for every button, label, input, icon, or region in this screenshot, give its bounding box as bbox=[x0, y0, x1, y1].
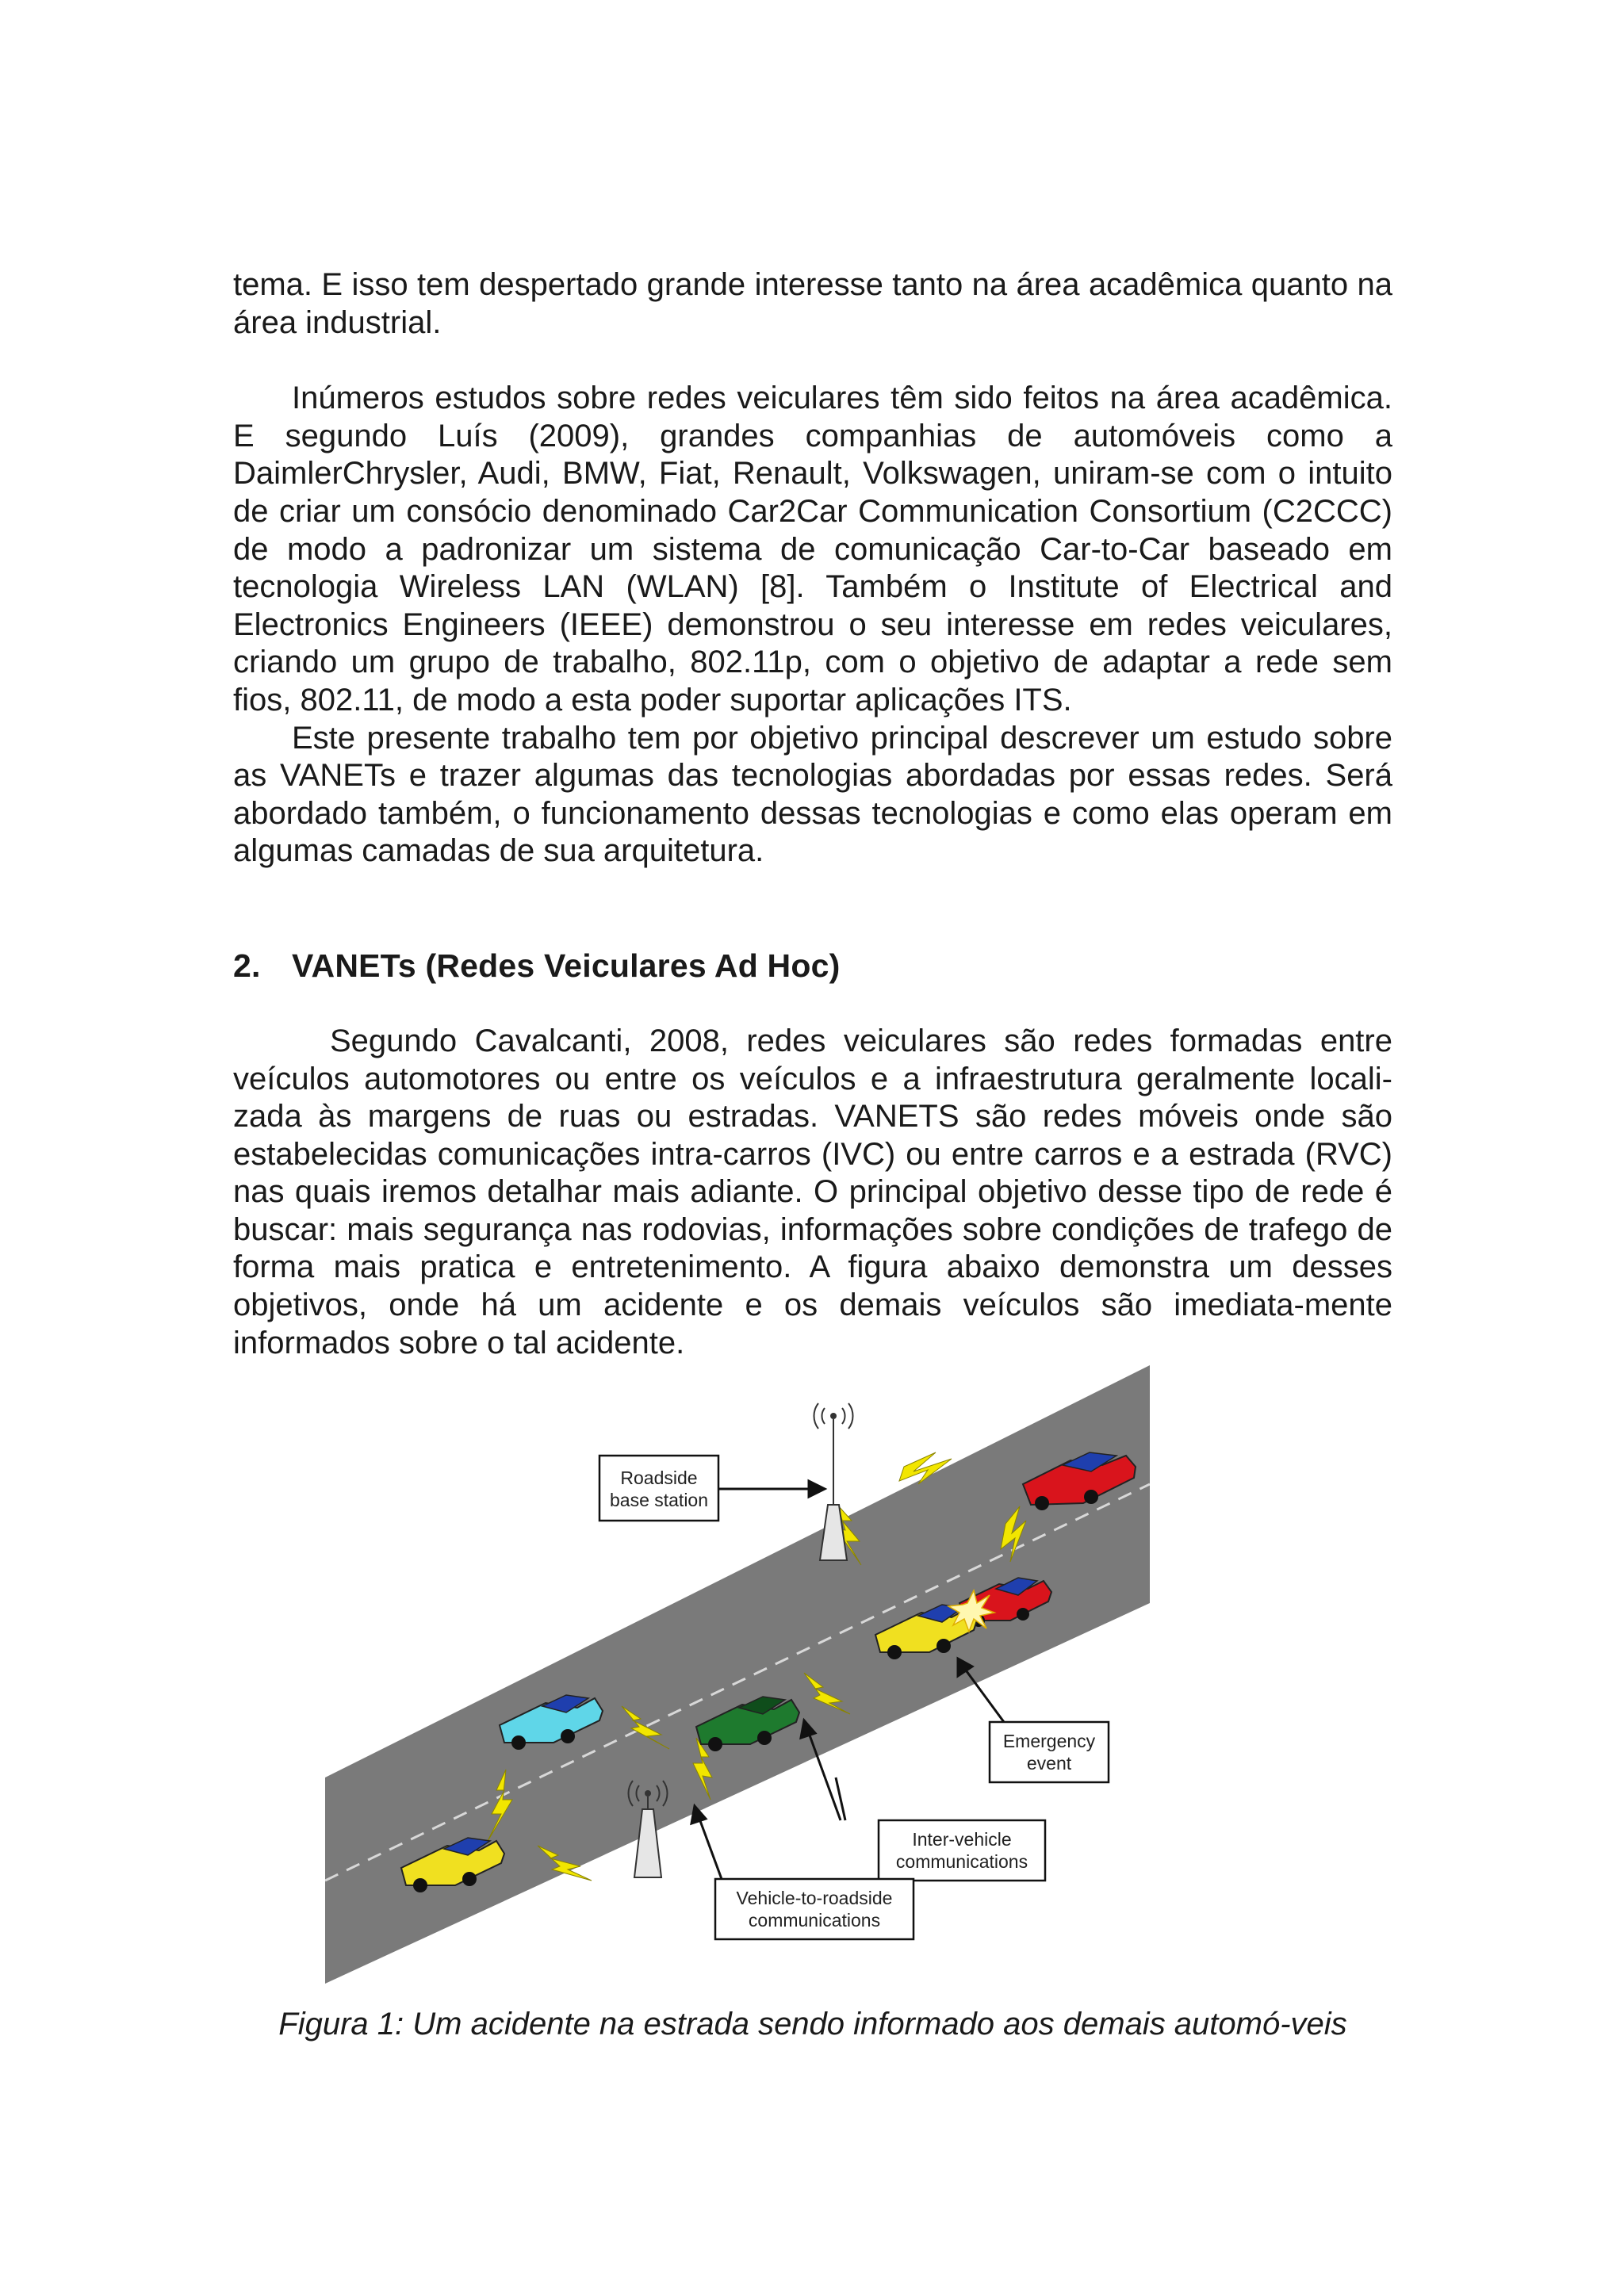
label-emergency-event bbox=[990, 1722, 1109, 1782]
antenna-dot bbox=[645, 1790, 651, 1797]
figure-caption: Figura 1: Um acidente na estrada sendo informado aos demais automó-veis bbox=[278, 2007, 1347, 2042]
section-number: 2. bbox=[233, 947, 261, 984]
paragraph-3: Este presente trabalho tem por objetivo principal descrever um estudo sobre as VANETs e trazer algumas das tecnologias abordadas por essas redes. Será abordado também, o funcionamento dessas tecnologias e como elas operam em algumas camadas de sua arquitetura. bbox=[233, 720, 1392, 869]
paragraph-1: tema. E isso tem despertado grande interesse tanto na área acadêmica quanto na área industrial. bbox=[233, 267, 1392, 340]
spacer bbox=[233, 985, 1392, 1023]
spacer bbox=[233, 342, 1392, 380]
label-roadside-line2: base station bbox=[609, 1490, 709, 1510]
paragraph-4: Segundo Cavalcanti, 2008, redes veiculares são redes formadas entre veículos automotores ou entre os veículos e a infraestrutura geralmente locali-zada às margens de ruas ou estradas. VANETS são redes móveis onde são estabelecidas comunicações intra-carros (IVC) ou entre carros e a estrada (RVC) nas quais iremos detalhar mais adiante. O principal objetivo desse tipo de rede é buscar: mais segurança nas rodovias, informações sobre condições de trafego de forma mais pratica e entretenimento. A figura abaixo demonstra um desses objetivos, onde há um acidente e os demais veículos são imediata-mente informados sobre o tal acidente. bbox=[233, 1023, 1392, 1360]
antenna-dot bbox=[830, 1413, 837, 1419]
arrowhead bbox=[809, 1481, 825, 1497]
vanet-figure bbox=[325, 1365, 1150, 1984]
arrow-v2r bbox=[699, 1819, 722, 1879]
paragraph-2: Inúmeros estudos sobre redes veiculares têm sido feitos na área acadêmica. E segundo Luís (2009), grandes companhias de automóveis como a DaimlerChrysler, Audi, BMW, Fiat, Renault, Volkswagen, uniram-se com o intuito de criar um consócio denominado Car2Car Communication Consortium (C2CCC) de modo a padronizar um sistema de comunicação Car-to-Car baseado em tecnologia Wireless LAN (WLAN) [8]. Também o Institute of Electrical and Electronics Engineers (IEEE) demonstrou o seu interesse em redes veiculares, criando um grupo de trabalho, 802.11p, com o objetivo de adaptar a rede sem fios, 802.11, de modo a esta poder suportar aplicações ITS. bbox=[233, 381, 1392, 718]
label-inter-vehicle bbox=[879, 1820, 1045, 1881]
label-v2r-line2: communications bbox=[748, 1910, 881, 1931]
label-inter-line2: communications bbox=[895, 1851, 1028, 1872]
label-roadside-base-station bbox=[599, 1456, 718, 1521]
spacer bbox=[233, 871, 1392, 947]
label-vehicle-to-roadside bbox=[715, 1879, 914, 1939]
page-body bbox=[233, 266, 1392, 1362]
label-emergency-line2: event bbox=[1026, 1753, 1072, 1774]
label-roadside-line1: Roadside bbox=[620, 1468, 698, 1488]
label-emergency-line1: Emergency bbox=[1002, 1731, 1096, 1751]
label-v2r-line1: Vehicle-to-roadside bbox=[736, 1888, 893, 1908]
vanet-diagram bbox=[325, 1365, 1150, 1984]
section-title: VANETs (Redes Veiculares Ad Hoc) bbox=[292, 947, 841, 984]
section-heading bbox=[233, 947, 1392, 985]
label-inter-line1: Inter-vehicle bbox=[912, 1829, 1012, 1850]
